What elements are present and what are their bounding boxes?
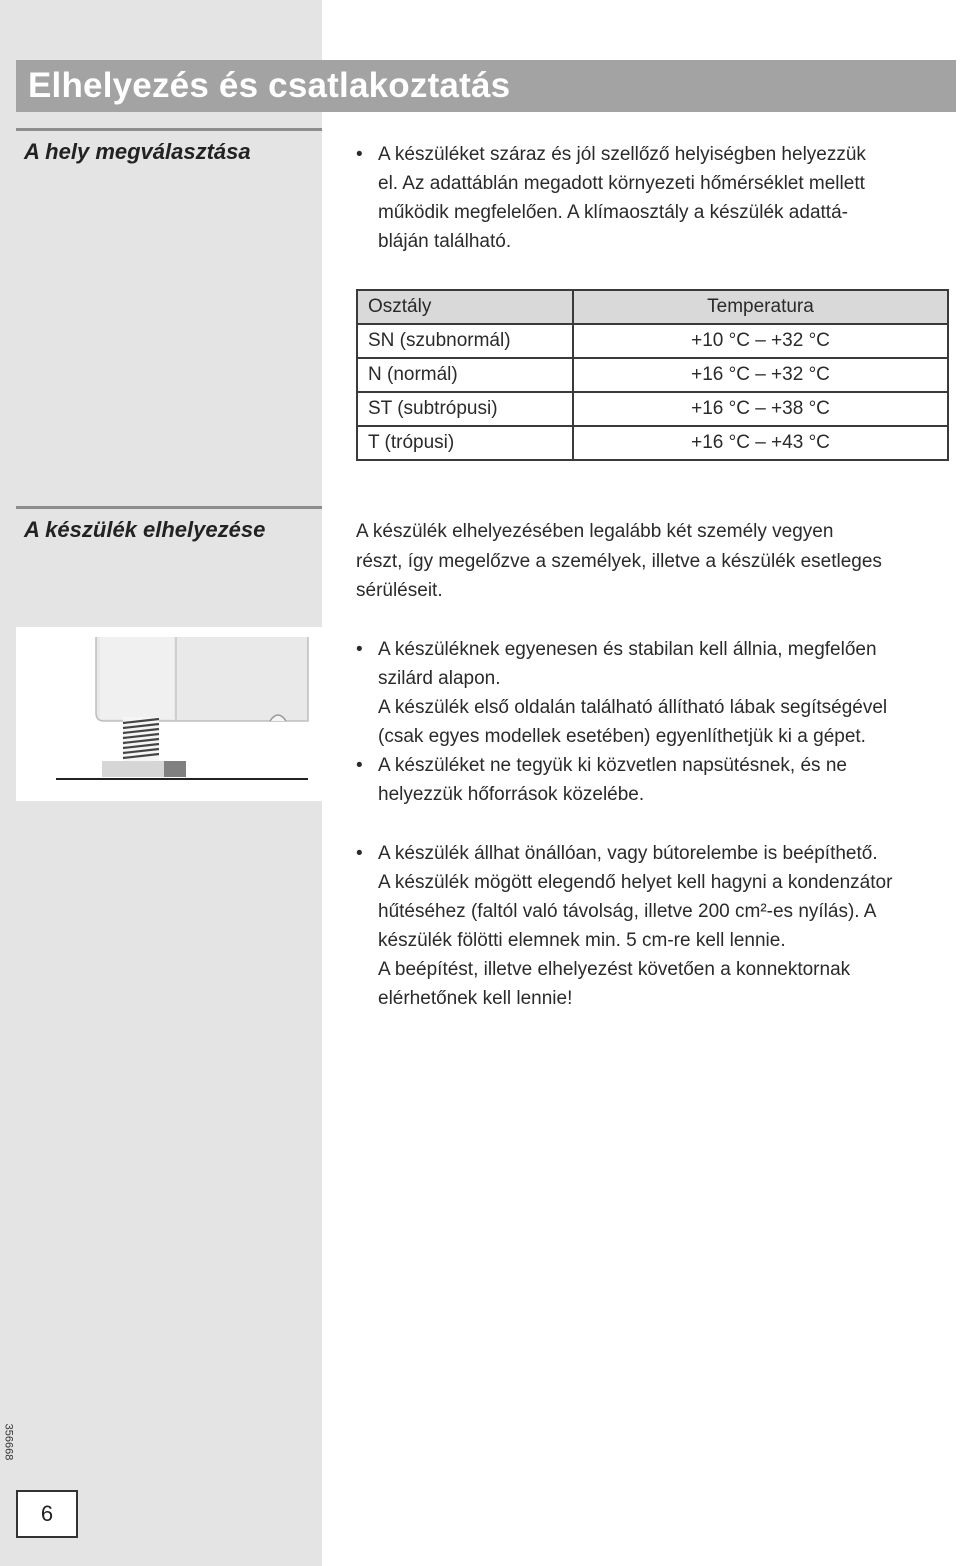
- document-code: 356668: [2, 1423, 15, 1461]
- table-cell: ST (subtrópusi): [357, 392, 573, 426]
- page-number: 6: [16, 1490, 78, 1538]
- table-row: [357, 426, 948, 460]
- text-line: készülék fölötti elemnek min. 5 cm-re kell lennie.: [378, 930, 786, 951]
- text-line: A készülék mögött elegendő helyet kell hagyni a kondenzátor: [378, 872, 893, 893]
- location-bullet-list: [356, 140, 866, 256]
- section-heading-location: A hely megválasztása: [24, 139, 251, 164]
- table-row: [357, 358, 948, 392]
- table-cell: +16 °C – +43 °C: [573, 426, 948, 460]
- placement-bullet-list-a: [356, 635, 887, 809]
- text-line: el. Az adattáblán megadott környezeti hőmérséklet mellett: [378, 173, 865, 194]
- text-line: A beépítést, illetve elhelyezést követően a konnektornak: [378, 959, 851, 980]
- text-line: szilárd alapon.: [378, 668, 501, 689]
- table-cell: +10 °C – +32 °C: [573, 324, 948, 358]
- text-line: • A készüléket ne tegyük ki közvetlen napsütésnek, és ne: [378, 755, 847, 776]
- adjustable-foot-illustration: [16, 627, 322, 801]
- text-line: helyezzük hőforrások közelébe.: [378, 784, 645, 805]
- table-row: [357, 392, 948, 426]
- text-line: részt, így megelőzve a személyek, illetve a készülék esetleges: [356, 550, 882, 572]
- header-temperature: Temperatura: [573, 290, 948, 324]
- table-cell: +16 °C – +38 °C: [573, 392, 948, 426]
- text-line: elérhetőnek kell lennie!: [378, 988, 573, 1009]
- section-heading-placement: A készülék elhelyezése: [24, 517, 266, 542]
- placement-bullet-list-b: [356, 839, 892, 1013]
- table-cell: N (normál): [357, 358, 573, 392]
- list-item: [356, 751, 887, 809]
- header-class: Osztály: [357, 290, 573, 324]
- text-line: A készülék elhelyezésében legalább két személy vegyen: [356, 521, 834, 542]
- title-bar: [16, 60, 956, 112]
- table-header-row: [357, 290, 948, 324]
- appliance-foot-drawing: [16, 627, 322, 801]
- list-item: [356, 839, 892, 1013]
- text-line: • A készüléknek egyenesen és stabilan kell állnia, megfelően: [378, 639, 877, 660]
- text-line: A készülék első oldalán található állítható lábak segítségével: [378, 697, 888, 718]
- table-cell: T (trópusi): [357, 426, 573, 460]
- list-item: [356, 140, 866, 256]
- placement-intro: [356, 517, 882, 606]
- text-line: működik megfelelően. A klímaosztály a készülék adattá-: [378, 202, 848, 223]
- text-line: (csak egyes modellek esetében) egyenlíthetjük ki a gépet.: [378, 726, 866, 747]
- page-title: Elhelyezés és csatlakoztatás: [28, 66, 511, 105]
- text-line: hűtéséhez (faltól való távolság, illetve 200 cm²-es nyílás). A: [378, 901, 877, 922]
- section-divider: [16, 128, 322, 131]
- text-line: sérüléseit.: [356, 580, 443, 601]
- table-cell: SN (szubnormál): [357, 324, 573, 358]
- text-line: • A készüléket száraz és jól szellőző helyiségben helyezzük: [378, 144, 866, 165]
- climate-class-table: [356, 289, 949, 461]
- text-line: • A készülék állhat önállóan, vagy bútorelembe is beépíthető.: [378, 843, 878, 864]
- text-line: bláján található.: [378, 231, 512, 252]
- section-divider: [16, 506, 322, 509]
- table-row: [357, 324, 948, 358]
- table-cell: +16 °C – +32 °C: [573, 358, 948, 392]
- list-item: [356, 635, 887, 751]
